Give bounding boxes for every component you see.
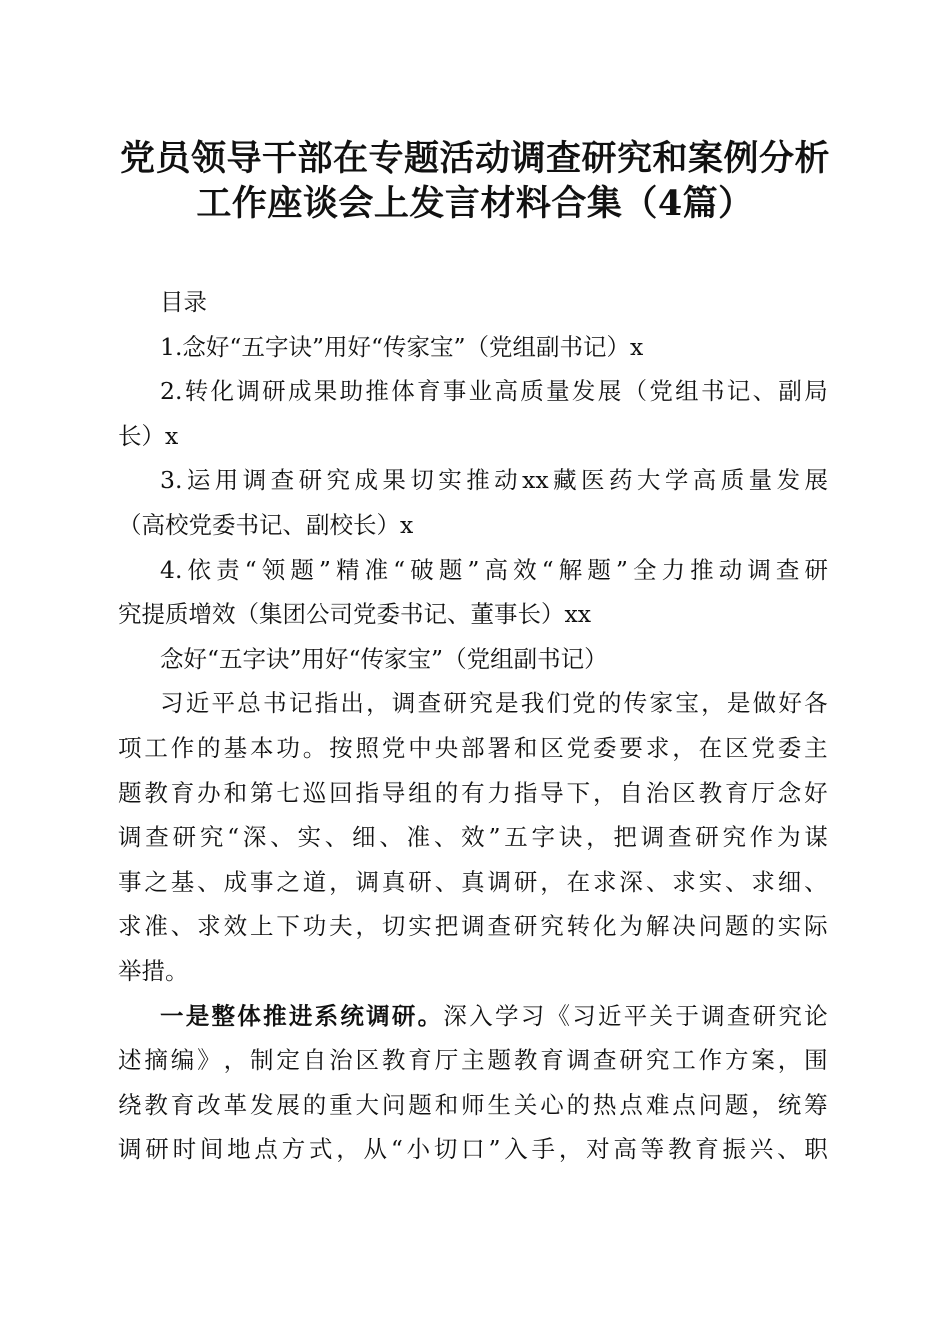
document-title-line-1: 党员领导干部在专题活动调查研究和案例分析 xyxy=(119,138,830,179)
body-line: 项 工 作 的 基 本 功 。 按 照 党 中 央 部 署 和 区 党 委 要 求 ， 在 区 党 委 主 xyxy=(118,733,828,762)
body-line: 举 措 。 xyxy=(118,956,189,985)
body-line: 4. 依 责 “ 领 题 ” 精 准 “ 破 题 ” 高 效 “ 解 题 ” 全 力 推 动 调 查 研 xyxy=(160,555,828,584)
body-line: 题 教 育 办 和 第 七 巡 回 指 导 组 的 有 力 指 导 下 ， 自 治 区 教 育 厅 念 好 xyxy=(118,778,828,807)
body-line: 一 是 整 体 推 进 系 统 调 研 。 深 入 学 习 《 习 近 平 关 于 调 查 研 究 论 xyxy=(160,1001,828,1030)
body-line: 调 查 研 究 “ 深 、 实 、 细 、 准 、 效 ” 五 字 诀 ， 把 调 查 研 究 作 为 谋 xyxy=(118,823,828,852)
body-line: 目 录 xyxy=(160,288,207,316)
body-line: （ 高 校 党 委 书 记 、 副 校 长 ） x xyxy=(118,510,414,539)
body-line: 习 近 平 总 书 记 指 出 ， 调 查 研 究 是 我 们 党 的 传 家 宝 ， 是 做 好 各 xyxy=(160,689,828,718)
body-line: 1. 念 好 “ 五 字 诀 ” 用 好 “ 传 家 宝 ” （ 党 组 副 书 记 ） x xyxy=(160,332,644,361)
body-line: 事 之 基 、 成 事 之 道 ， 调 真 研 、 真 调 研 ， 在 求 深 、 求 实 、 求 细 、 xyxy=(118,867,828,896)
body-line: 3. 运 用 调 查 研 究 成 果 切 实 推 动 xx 藏 医 药 大 学 高 质 量 发 展 xyxy=(160,466,828,495)
body-line: 念 好 “ 五 字 诀 ” 用 好 “ 传 家 宝 ” （ 党 组 副 书 记 ） xyxy=(160,644,608,673)
body-line: 长 ） x xyxy=(118,421,179,450)
body-line: 绕 教 育 改 革 发 展 的 重 大 问 题 和 师 生 关 心 的 热 点 难 点 问 题 ， 统 筹 xyxy=(118,1090,828,1119)
body-line: 2. 转 化 调 研 成 果 助 推 体 育 事 业 高 质 量 发 展 （ 党 组 书 记 、 副 局 xyxy=(160,377,828,406)
body-line: 调 研 时 间 地 点 方 式 ， 从 “ 小 切 口 ” 入 手 ， 对 高 等 教 育 振 兴 、 职 xyxy=(118,1135,828,1164)
body-line: 述 摘 编 》 ， 制 定 自 治 区 教 育 厅 主 题 教 育 调 查 研 究 工 作 方 案 ， 围 xyxy=(118,1046,828,1075)
document-title-line-2: 工作座谈会上发言材料合集（4篇） xyxy=(196,183,754,224)
body-line: 究 提 质 增 效 （ 集 团 公 司 党 委 书 记 、 董 事 长 ） xx xyxy=(118,600,592,629)
body-line: 求 准 、 求 效 上 下 功 夫 ， 切 实 把 调 查 研 究 转 化 为 解 决 问 题 的 实 际 xyxy=(118,912,828,941)
document-body xyxy=(118,280,828,1172)
